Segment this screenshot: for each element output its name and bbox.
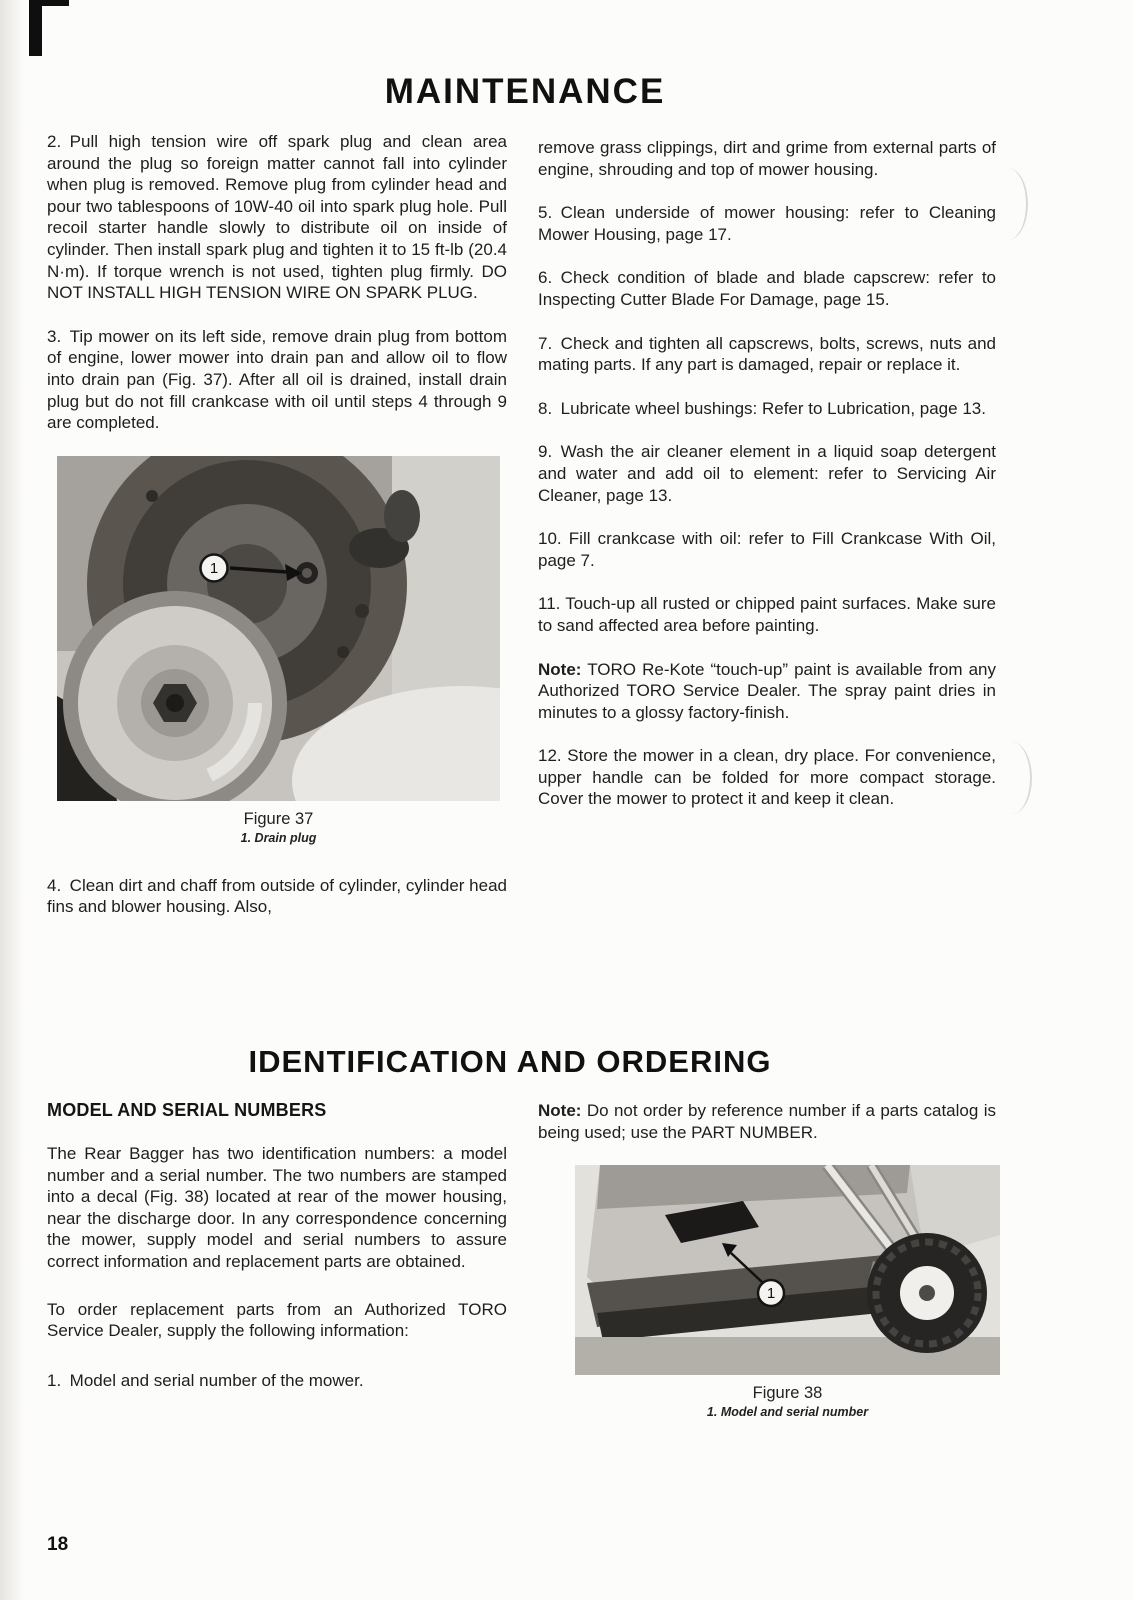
callout-1-label: 1 (766, 1285, 776, 1303)
scan-artifact (29, 0, 42, 56)
model-serial-heading: MODEL AND SERIAL NUMBERS (47, 1100, 327, 1120)
page-edge-shading (0, 0, 24, 1600)
figure-37 (57, 456, 500, 845)
engine-underside-photo-art (57, 456, 500, 801)
figure-38-photo (575, 1165, 1000, 1375)
identification-left-column (47, 1100, 507, 1413)
step-3-paragraph: 3. Tip mower on its left side, remove drain plug from bottom of engine, lower mower into drain pan and allow oil to flow into drain pan (Fig. 37). After all oil is drained, install drain plug but do not fill crankcase with oil until steps 4 through 9 are completed. (47, 326, 507, 433)
identification-paragraph-1: The Rear Bagger has two identification numbers: a model number and a serial number. The two numbers are stamped into a decal (Fig. 38) located at rear of the mower housing, near the discharge door. In any correspondence concerning the mower, supply model and serial numbers to assure correct information and replacement parts are obtained. (47, 1144, 507, 1271)
note-text: Do not order by reference number if a parts catalog is being used; use the PART NUMBER. (538, 1101, 996, 1142)
step-4-paragraph: 4. Clean dirt and chaff from outside of cylinder, cylinder head fins and blower housing. Also, (47, 875, 507, 917)
figure-38-legend: 1. Model and serial number (706, 1405, 869, 1420)
scan-artifact (29, 0, 69, 6)
figure-38-caption: Figure 38 (752, 1384, 823, 1403)
figure-37-photo (57, 456, 500, 801)
identification-right-column (538, 1100, 996, 1419)
page-curl-mark (1008, 168, 1028, 240)
identification-item-1: 1. Model and serial number of the mower. (47, 1370, 364, 1390)
step-10-paragraph: 10. Fill crankcase with oil: refer to Fill Crankcase With Oil, page 7. (538, 529, 996, 570)
callout-1-marker (201, 554, 228, 581)
figure-38 (575, 1165, 1000, 1419)
figure-37-caption: Figure 37 (243, 809, 314, 828)
callout-1-marker (758, 1280, 784, 1306)
step-2-paragraph: 2. Pull high tension wire off spark plug and clean area around the plug so foreign matter cannot fall into cylinder when plug is removed. Remove plug from cylinder head and pour two tablespoons of 10W-40 oil into spark plug hole. Pull recoil starter handle slowly to distribute oil on inside of cylinder. Then install spark plug and tighten it to 15 ft-lb (20.4 N·m). If torque wrench is not used, tighten plug firmly. DO NOT INSTALL HIGH TENSION WIRE ON SPARK PLUG. (47, 132, 507, 303)
step-8-paragraph: 8. Lubricate wheel bushings: Refer to Lubrication, page 13. (538, 398, 986, 418)
step-6-paragraph: 6. Check condition of blade and blade capscrew: refer to Inspecting Cutter Blade For Damage, page 15. (538, 268, 996, 309)
note-label: Note: (538, 659, 582, 679)
ordering-note-paragraph (538, 1100, 996, 1143)
step-4-continued-paragraph: remove grass clippings, dirt and grime from external parts of engine, shrouding and top of mower housing. (538, 138, 996, 179)
step-9-paragraph: 9. Wash the air cleaner element in a liquid soap detergent and water and add oil to element: refer to Servicing Air Cleaner, page 13. (538, 442, 996, 505)
step-11-paragraph: 11. Touch-up all rusted or chipped paint surfaces. Make sure to sand affected area before painting. (538, 594, 996, 635)
maintenance-title: MAINTENANCE (384, 72, 666, 111)
maintenance-left-column (47, 131, 507, 940)
maintenance-note-paragraph (538, 659, 996, 724)
figure-37-legend: 1. Drain plug (240, 830, 317, 845)
callout-1-label: 1 (209, 559, 219, 577)
step-7-paragraph: 7. Check and tighten all capscrews, bolts, screws, nuts and mating parts. If any part is damaged, repair or replace it. (538, 333, 996, 375)
figure-38-captions (575, 1384, 1000, 1419)
maintenance-right-column (538, 137, 996, 832)
page-number: 18 (47, 1534, 69, 1555)
mower-rear-photo-art (575, 1165, 1000, 1375)
page-curl-mark (1012, 742, 1032, 814)
figure-37-captions (57, 810, 500, 845)
step-12-paragraph: 12. Store the mower in a clean, dry place. For convenience, upper handle can be folded for more compact storage. Cover the mower to protect it and keep it clean. (538, 746, 996, 809)
identification-title: IDENTIFICATION AND ORDERING (248, 1044, 772, 1079)
identification-paragraph-2: To order replacement parts from an Authorized TORO Service Dealer, supply the following information: (47, 1299, 507, 1341)
note-label: Note: (538, 1101, 582, 1120)
note-text: TORO Re-Kote “touch-up” paint is available from any Authorized TORO Service Dealer. The spray paint dries in minutes to a glossy factory-finish. (538, 659, 996, 722)
step-5-paragraph: 5. Clean underside of mower housing: refer to Cleaning Mower Housing, page 17. (538, 203, 996, 244)
